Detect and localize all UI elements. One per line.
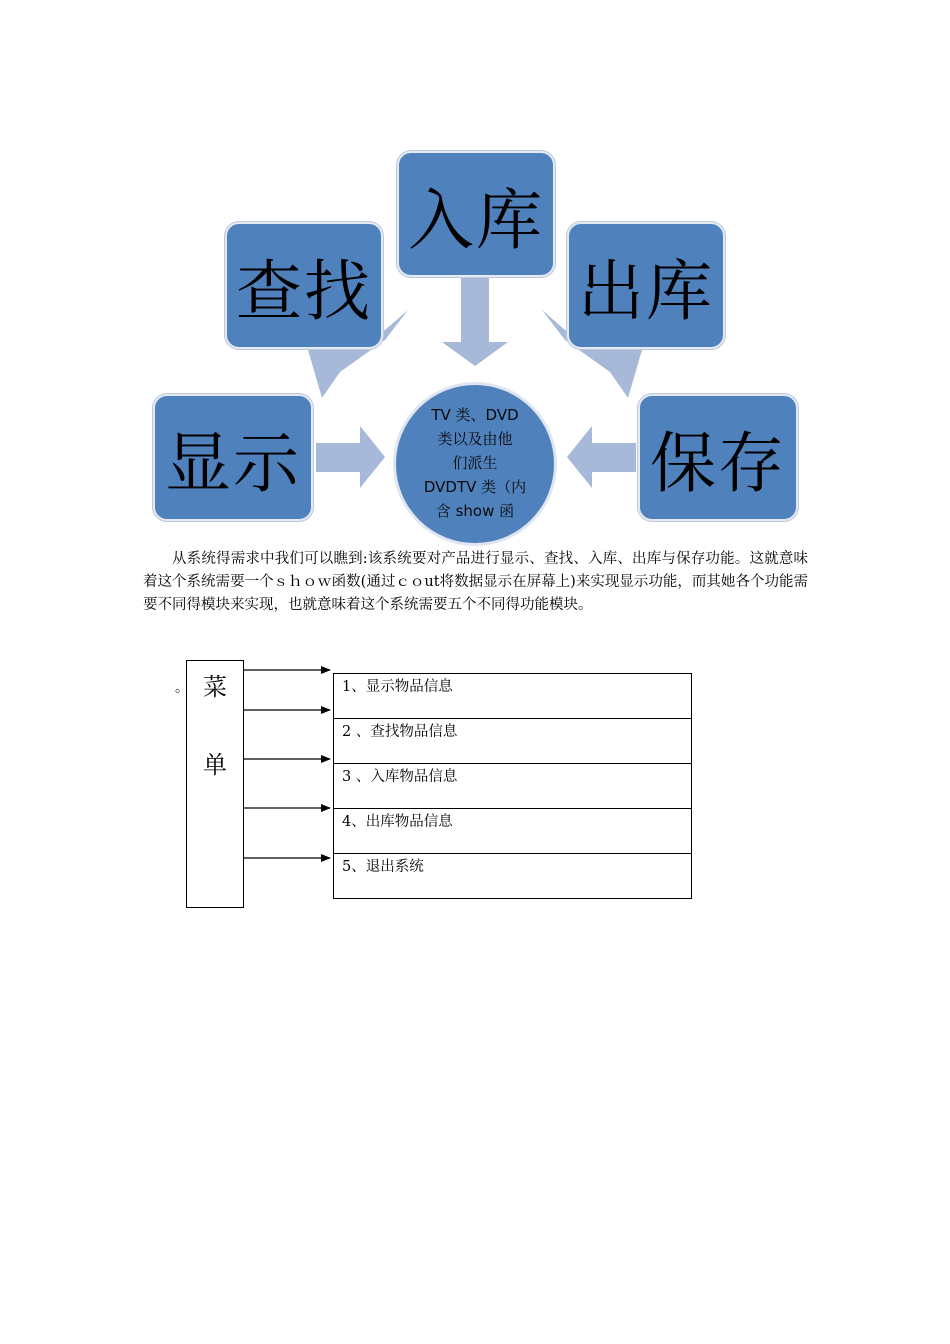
box-chuku: 出库 <box>567 222 725 349</box>
box-baocun: 保存 <box>638 394 798 521</box>
center-circle <box>393 382 557 546</box>
box-xianshi: 显示 <box>153 394 313 521</box>
menu-table <box>333 673 692 899</box>
menu-char-2: 单 <box>203 751 227 779</box>
menu-item-label: 2 、查找物品信息 <box>342 724 458 740</box>
arrow-top-down <box>442 278 508 366</box>
center-text: TV 类、DVD 类以及由他 们派生 DVDTV 类（内 含 show 函 <box>423 406 527 520</box>
menu-row <box>334 764 691 809</box>
menu-row <box>334 674 691 719</box>
menu-item-label: 5、退出系统 <box>342 859 424 875</box>
menu-row <box>334 854 691 899</box>
menu-row <box>334 809 691 854</box>
body-paragraph: 从系统得需求中我们可以瞧到:该系统要对产品进行显示、查找、入库、出库与保存功能。这就意味着这个系统需要一个ｓｈｏｗ函数(通过ｃｏut将数据显示在屏幕上)来实现显示功能，而其她各个功能需要不同得模块来实现，也就意味着这个系统需要五个不同得功能模块。 <box>143 551 808 613</box>
menu-row <box>334 719 691 764</box>
box-chazhao: 查找 <box>225 222 383 349</box>
menu-item-label: 1、显示物品信息 <box>342 679 453 695</box>
arrow-right-horizontal <box>567 426 636 488</box>
box-ruku: 入库 <box>397 151 555 277</box>
menu-item-label: 4、出库物品信息 <box>342 814 453 830</box>
menu-side-box <box>186 660 244 908</box>
menu-dot: 。 <box>175 680 189 696</box>
arrow-left-horizontal <box>316 426 385 488</box>
menu-char-1: 菜 <box>203 673 227 701</box>
menu-item-label: 3 、入库物品信息 <box>342 769 458 785</box>
function-diagram <box>0 0 950 540</box>
